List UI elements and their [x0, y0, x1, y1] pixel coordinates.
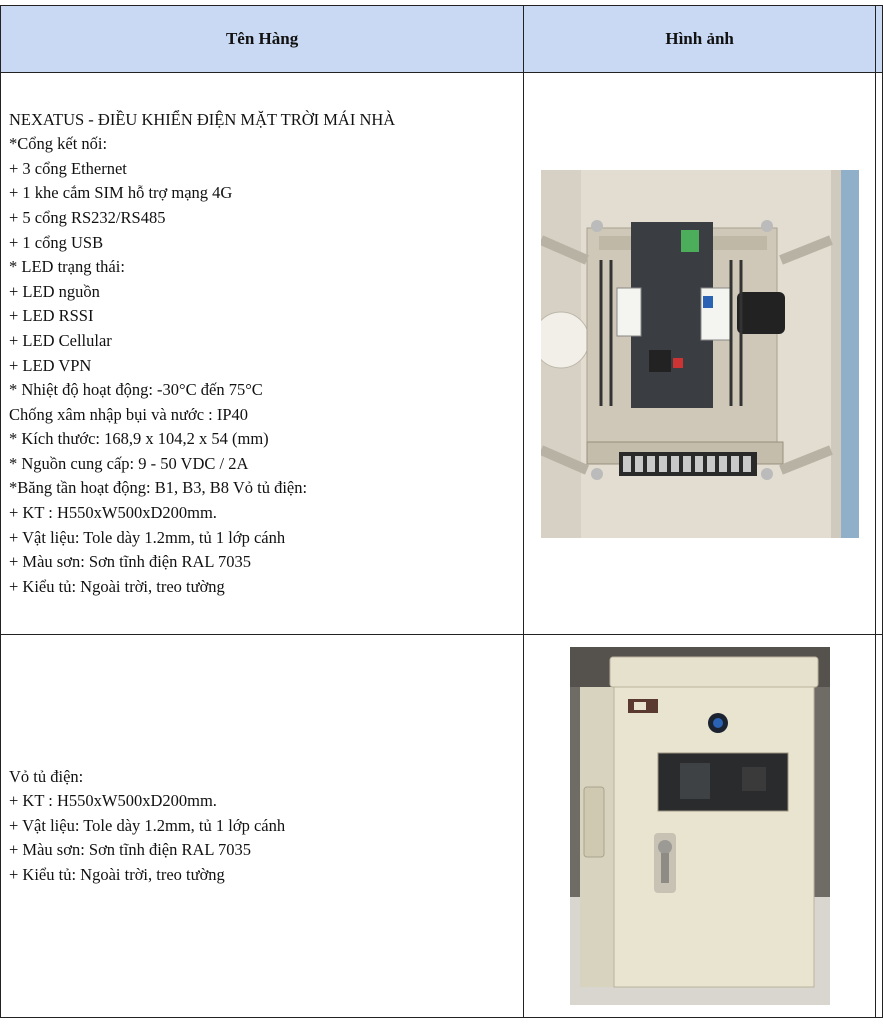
description-line: + Vật liệu: Tole dày 1.2mm, tủ 1 lớp cánh — [9, 527, 286, 547]
description-line: NEXATUS - ĐIỀU KHIỂN ĐIỆN MẶT TRỜI MÁI NHÀ — [9, 109, 396, 129]
description-line: + LED Cellular — [9, 330, 112, 350]
header-extra — [876, 6, 883, 73]
cabinet-exterior-photo — [570, 647, 830, 1005]
header-product-name: Tên Hàng — [1, 6, 524, 73]
description-line: + LED nguồn — [9, 281, 100, 301]
table-row — [1, 73, 883, 635]
description-line: + 1 khe cắm SIM hỗ trợ mạng 4G — [9, 183, 233, 203]
description-line: + Kiểu tủ: Ngoài trời, treo tường — [9, 864, 225, 884]
description-line: *Cổng kết nối: — [9, 134, 108, 154]
product-description — [1, 765, 523, 888]
extra-cell — [876, 73, 883, 635]
description-line: Chống xâm nhập bụi và nước : IP40 — [9, 404, 249, 424]
product-description-cell — [1, 635, 524, 1018]
description-line: * Kích thước: 168,9 x 104,2 x 54 (mm) — [9, 429, 269, 449]
description-line: + LED VPN — [9, 355, 92, 375]
description-line: + Kiểu tủ: Ngoài trời, treo tường — [9, 576, 225, 596]
product-image-cell — [524, 635, 876, 1018]
description-line: + LED RSSI — [9, 306, 94, 326]
cabinet-interior-photo — [541, 170, 859, 538]
description-line: * LED trạng thái: — [9, 257, 125, 277]
product-description-cell — [1, 73, 524, 635]
description-line: * Nhiệt độ hoạt động: -30°C đến 75°C — [9, 380, 263, 400]
product-image-cell — [524, 73, 876, 635]
extra-cell — [876, 635, 883, 1018]
table-row — [1, 635, 883, 1018]
description-line: + Vật liệu: Tole dày 1.2mm, tủ 1 lớp cánh — [9, 815, 286, 835]
description-line: + Màu sơn: Sơn tĩnh điện RAL 7035 — [9, 552, 252, 572]
description-line: *Băng tần hoạt động: B1, B3, B8 Vỏ tủ điện: — [9, 478, 308, 498]
description-line: + KT : H550xW500xD200mm. — [9, 503, 217, 523]
description-line: Vỏ tủ điện: — [9, 766, 84, 786]
description-line: + 5 cổng RS232/RS485 — [9, 207, 166, 227]
product-description — [1, 108, 523, 600]
header-image: Hình ảnh — [524, 6, 876, 73]
product-table — [0, 5, 883, 1018]
description-line: + 3 cổng Ethernet — [9, 158, 127, 178]
description-line: + Màu sơn: Sơn tĩnh điện RAL 7035 — [9, 840, 252, 860]
header-row — [1, 6, 883, 73]
description-line: + KT : H550xW500xD200mm. — [9, 791, 217, 811]
description-line: + 1 cổng USB — [9, 232, 104, 252]
description-line: * Nguồn cung cấp: 9 - 50 VDC / 2A — [9, 453, 249, 473]
